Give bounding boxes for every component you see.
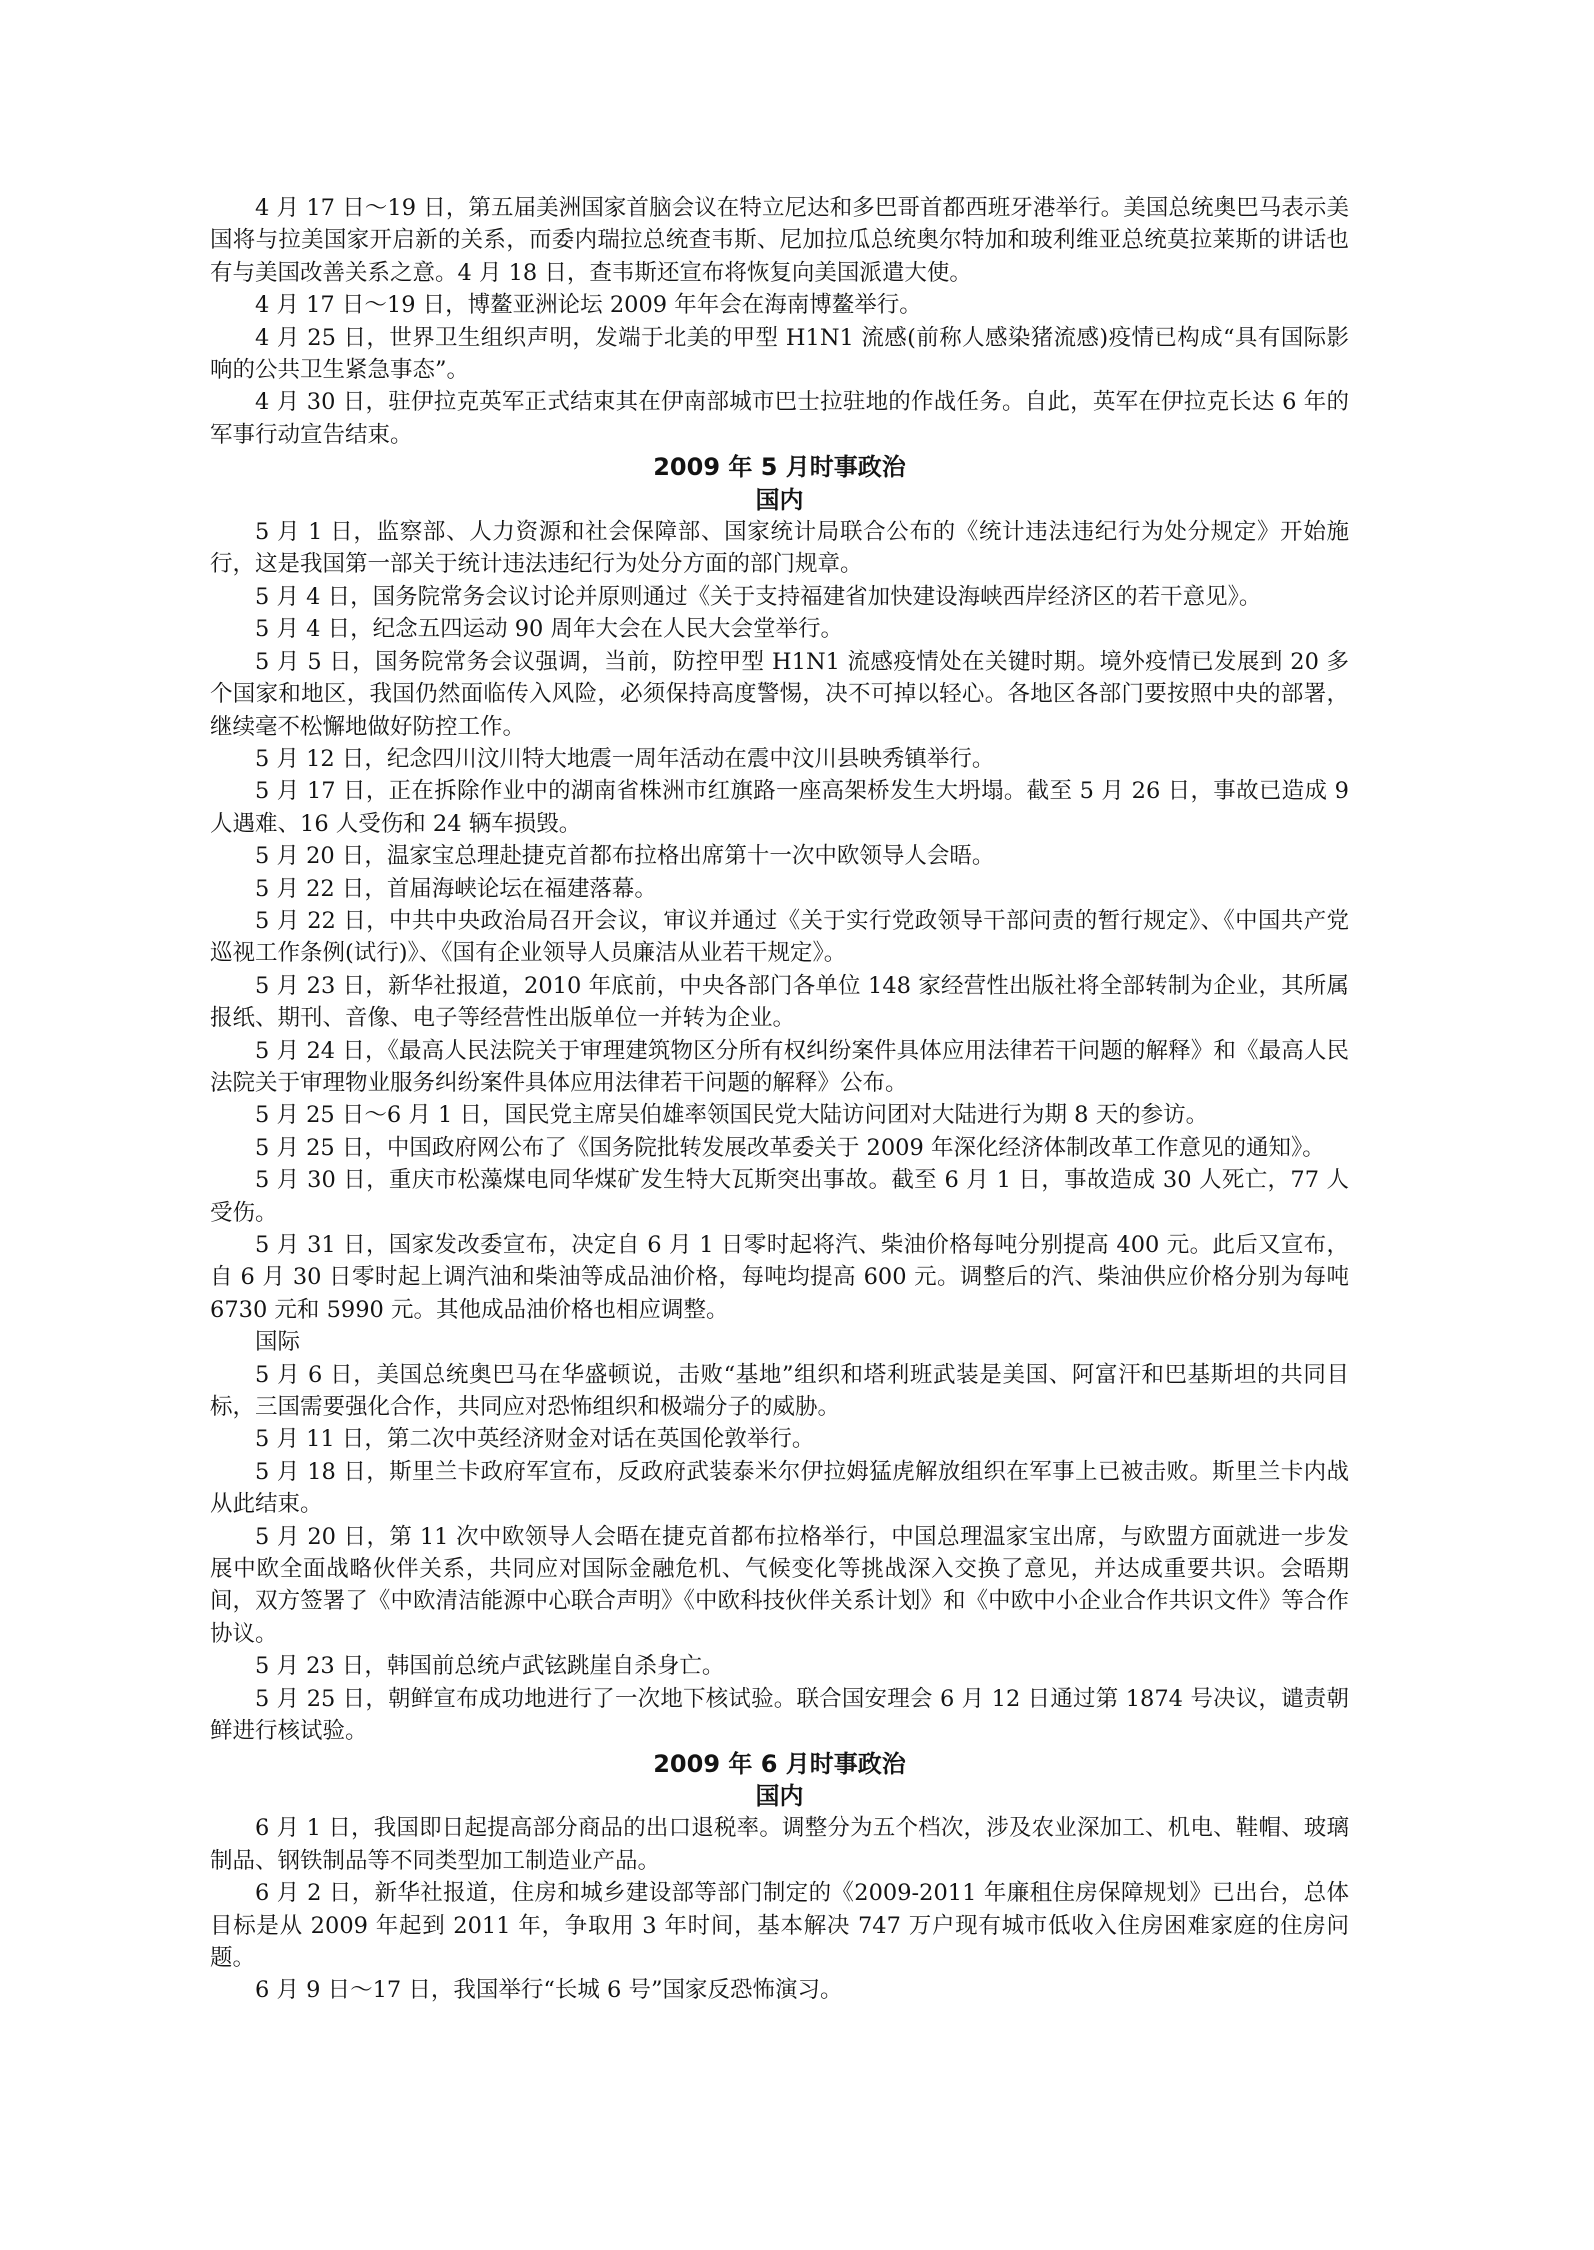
section-subtitle: 国内 [755,1781,804,1810]
paragraph: 6 月 2 日，新华社报道，住房和城乡建设部等部门制定的《2009-2011 年廉租住房保障规划》已出台，总体目标是从 2009 年起到 2011 年，争取用 3 年时间，基本解决 747 万户现有城市低收入住房困难家庭的住房问题。 [210,1880,1349,1971]
section-subtitle: 国内 [755,485,804,514]
section-title: 2009 年 6 月时事政治 [653,1749,906,1778]
paragraph: 4 月 17 日～19 日，第五届美洲国家首脑会议在特立尼达和多巴哥首都西班牙港举行。美国总统奥巴马表示美国将与拉美国家开启新的关系，而委内瑞拉总统查韦斯、尼加拉瓜总统奥尔特加和玻利维亚总统莫拉莱斯的讲话也有与美国改善关系之意。4 月 18 日，查韦斯还宣布将恢复向美国派遣大使。 [210,195,1349,286]
paragraph: 5 月 20 日，温家宝总理赴捷克首都布拉格出席第十一次中欧领导人会晤。 [255,843,995,870]
paragraph: 5 月 31 日，国家发改委宣布，决定自 6 月 1 日零时起将汽、柴油价格每吨分别提高 400 元。此后又宣布，自 6 月 30 日零时起上调汽油和柴油等成品油价格，每吨均提高 600 元。调整后的汽、柴油供应价格分别为每吨 6730 元和 5990 元。其他成品油价格也相应调整。 [210,1232,1349,1323]
may-section [210,451,1349,1747]
paragraph: 5 月 25 日～6 月 1 日，国民党主席吴伯雄率领国民党大陆访问团对大陆进行为期 8 天的参访。 [255,1102,1209,1129]
subsection-label: 国际 [255,1329,301,1356]
paragraph: 5 月 4 日，纪念五四运动 90 周年大会在人民大会堂举行。 [255,616,844,643]
paragraph: 5 月 20 日，第 11 次中欧领导人会晤在捷克首都布拉格举行，中国总理温家宝出席，与欧盟方面就进一步发展中欧全面战略伙伴关系，共同应对国际金融危机、气候变化等挑战深入交换了意见，并达成重要共识。会晤期间，双方签署了《中欧清洁能源中心联合声明》《中欧科技伙伴关系计划》和《中欧中小企业合作共识文件》等合作协议。 [210,1523,1349,1647]
paragraph: 5 月 25 日，朝鲜宣布成功地进行了一次地下核试验。联合国安理会 6 月 12 日通过第 1874 号决议，谴责朝鲜进行核试验。 [210,1685,1349,1745]
paragraph: 5 月 24 日，《最高人民法院关于审理建筑物区分所有权纠纷案件具体应用法律若干问题的解释》和《最高人民法院关于审理物业服务纠纷案件具体应用法律若干问题的解释》公布。 [210,1037,1349,1096]
paragraph: 5 月 12 日，纪念四川汶川特大地震一周年活动在震中汶川县映秀镇举行。 [255,745,995,772]
paragraph: 4 月 25 日，世界卫生组织声明，发端于北美的甲型 H1N1 流感(前称人感染猪流感)疫情已构成“具有国际影响的公共卫生紧急事态”。 [210,324,1349,384]
paragraph: 6 月 1 日，我国即日起提高部分商品的出口退税率。调整分为五个档次，涉及农业深加工、机电、鞋帽、玻璃制品、钢铁制品等不同类型加工制造业产品。 [210,1815,1349,1874]
paragraph: 5 月 23 日，韩国前总统卢武铉跳崖自杀身亡。 [255,1653,725,1680]
paragraph: 5 月 5 日，国务院常务会议强调，当前，防控甲型 H1N1 流感疫情处在关键时期。境外疫情已发展到 20 多个国家和地区，我国仍然面临传入风险，必须保持高度警惕，决不可掉以轻心。各地区各部门要按照中央的部署，继续毫不松懈地做好防控工作。 [210,648,1349,740]
paragraph: 5 月 4 日，国务院常务会议讨论并原则通过《关于支持福建省加快建设海峡西岸经济区的若干意见》。 [255,583,1262,610]
paragraph: 5 月 25 日，中国政府网公布了《国务院批转发展改革委关于 2009 年深化经济体制改革工作意见的通知》。 [255,1134,1325,1161]
paragraph: 5 月 18 日，斯里兰卡政府军宣布，反政府武装泰米尔伊拉姆猛虎解放组织在军事上已被击败。斯里兰卡内战从此结束。 [210,1458,1349,1518]
april-international-section [210,192,1349,451]
paragraph: 5 月 23 日，新华社报道，2010 年底前，中央各部门各单位 148 家经营性出版社将全部转制为企业，其所属报纸、期刊、音像、电子等经营性出版单位一并转为企业。 [210,972,1349,1032]
paragraph: 5 月 22 日，中共中央政治局召开会议，审议并通过《关于实行党政领导干部问责的暂行规定》、《中国共产党巡视工作条例(试行)》、《国有企业领导人员廉洁从业若干规定》。 [210,907,1349,967]
paragraph: 4 月 30 日，驻伊拉克英军正式结束其在伊南部城市巴士拉驻地的作战任务。自此，英军在伊拉克长达 6 年的军事行动宣告结束。 [210,389,1349,448]
paragraph: 4 月 17 日～19 日，博鳌亚洲论坛 2009 年年会在海南博鳌举行。 [255,292,922,319]
section-title: 2009 年 5 月时事政治 [653,453,906,482]
paragraph: 5 月 6 日，美国总统奥巴马在华盛顿说，击败“基地”组织和塔利班武装是美国、阿富汗和巴基斯坦的共同目标，三国需要强化合作，共同应对恐怖组织和极端分子的威胁。 [210,1361,1349,1421]
paragraph: 5 月 1 日，监察部、人力资源和社会保障部、国家统计局联合公布的《统计违法违纪行为处分规定》开始施行，这是我国第一部关于统计违法违纪行为处分方面的部门规章。 [210,519,1349,578]
paragraph: 5 月 30 日，重庆市松藻煤电同华煤矿发生特大瓦斯突出事故。截至 6 月 1 日，事故造成 30 人死亡，77 人受伤。 [210,1167,1349,1226]
june-section [210,1748,1349,2007]
paragraph: 6 月 9 日～17 日，我国举行“长城 6 号”国家反恐怖演习。 [255,1977,843,2004]
paragraph: 5 月 22 日，首届海峡论坛在福建落幕。 [255,875,657,902]
paragraph: 5 月 17 日，正在拆除作业中的湖南省株洲市红旗路一座高架桥发生大坍塌。截至 5 月 26 日，事故已造成 9 人遇难、16 人受伤和 24 辆车损毁。 [210,778,1349,837]
paragraph: 5 月 11 日，第二次中英经济财金对话在英国伦敦举行。 [255,1426,815,1453]
